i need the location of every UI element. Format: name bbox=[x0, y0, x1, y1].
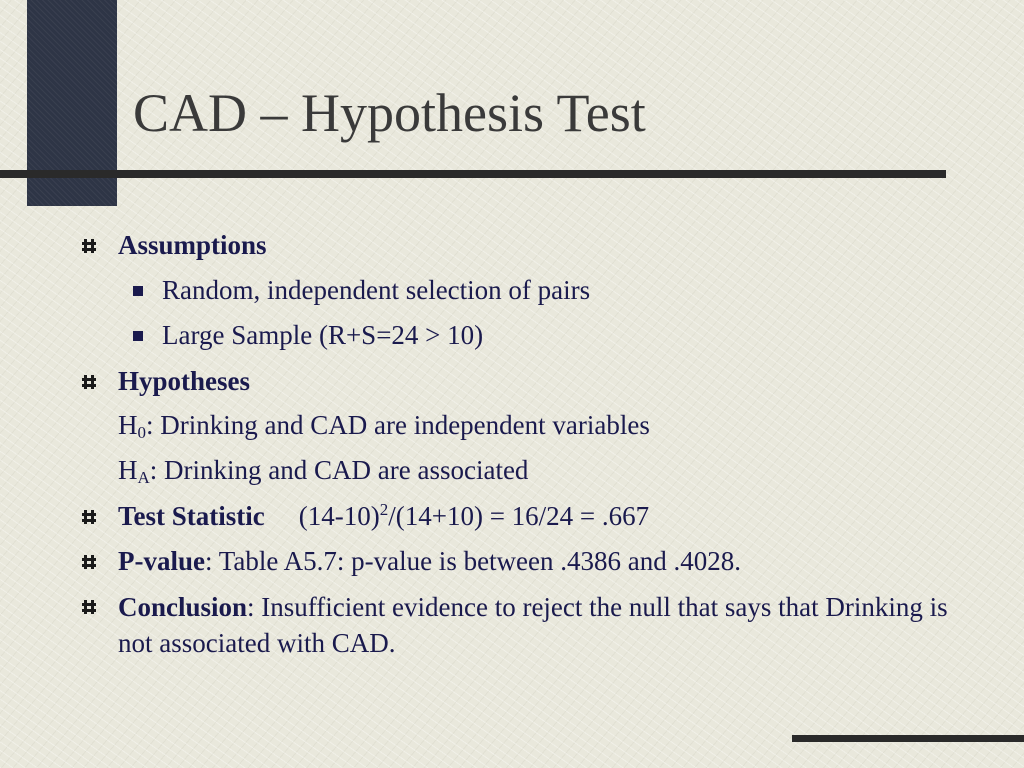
p-value-label: P-value bbox=[118, 546, 205, 576]
hash-bullet-icon bbox=[81, 599, 97, 615]
hypotheses-label: Hypotheses bbox=[118, 366, 251, 396]
bullet-p-value bbox=[118, 545, 741, 578]
bullet-test-statistic bbox=[118, 500, 649, 533]
ha-prefix: H bbox=[118, 455, 138, 485]
bullet-hypotheses bbox=[118, 365, 250, 398]
bullet-assumptions bbox=[118, 229, 267, 262]
assumption-item: Large Sample (R+S=24 > 10) bbox=[162, 320, 484, 350]
hash-bullet-icon bbox=[81, 509, 97, 525]
hash-bullet-icon bbox=[81, 554, 97, 570]
conclusion-label: Conclusion bbox=[118, 592, 248, 622]
conclusion-text: : Insufficient evidence to reject the null that says that Drinking is not associated with CAD. bbox=[118, 592, 948, 658]
hash-bullet-icon bbox=[81, 374, 97, 390]
square-bullet-icon bbox=[133, 286, 143, 296]
square-bullet-icon bbox=[133, 331, 143, 341]
ha-subscript: A bbox=[137, 468, 150, 487]
p-value-text: : Table A5.7: p-value is between .4386 and .4028. bbox=[205, 546, 742, 576]
bullet-conclusion bbox=[118, 589, 958, 661]
assumptions-label: Assumptions bbox=[118, 230, 267, 260]
h0-prefix: H bbox=[118, 410, 138, 440]
slide-title: CAD – Hypothesis Test bbox=[133, 83, 646, 143]
formula-part-b: /(14+10) = 16/24 = .667 bbox=[388, 501, 650, 531]
assumption-item: Random, independent selection of pairs bbox=[162, 275, 591, 305]
hash-bullet-icon bbox=[81, 238, 97, 254]
h0-text: : Drinking and CAD are independent variables bbox=[146, 410, 650, 440]
alternative-hypothesis bbox=[118, 454, 528, 487]
ha-text: : Drinking and CAD are associated bbox=[149, 455, 529, 485]
formula-part-a: (14-10) bbox=[298, 501, 380, 531]
h0-subscript: 0 bbox=[137, 423, 146, 442]
test-statistic-label: Test Statistic bbox=[118, 501, 265, 531]
formula-exponent: 2 bbox=[379, 500, 389, 519]
null-hypothesis bbox=[118, 409, 650, 442]
